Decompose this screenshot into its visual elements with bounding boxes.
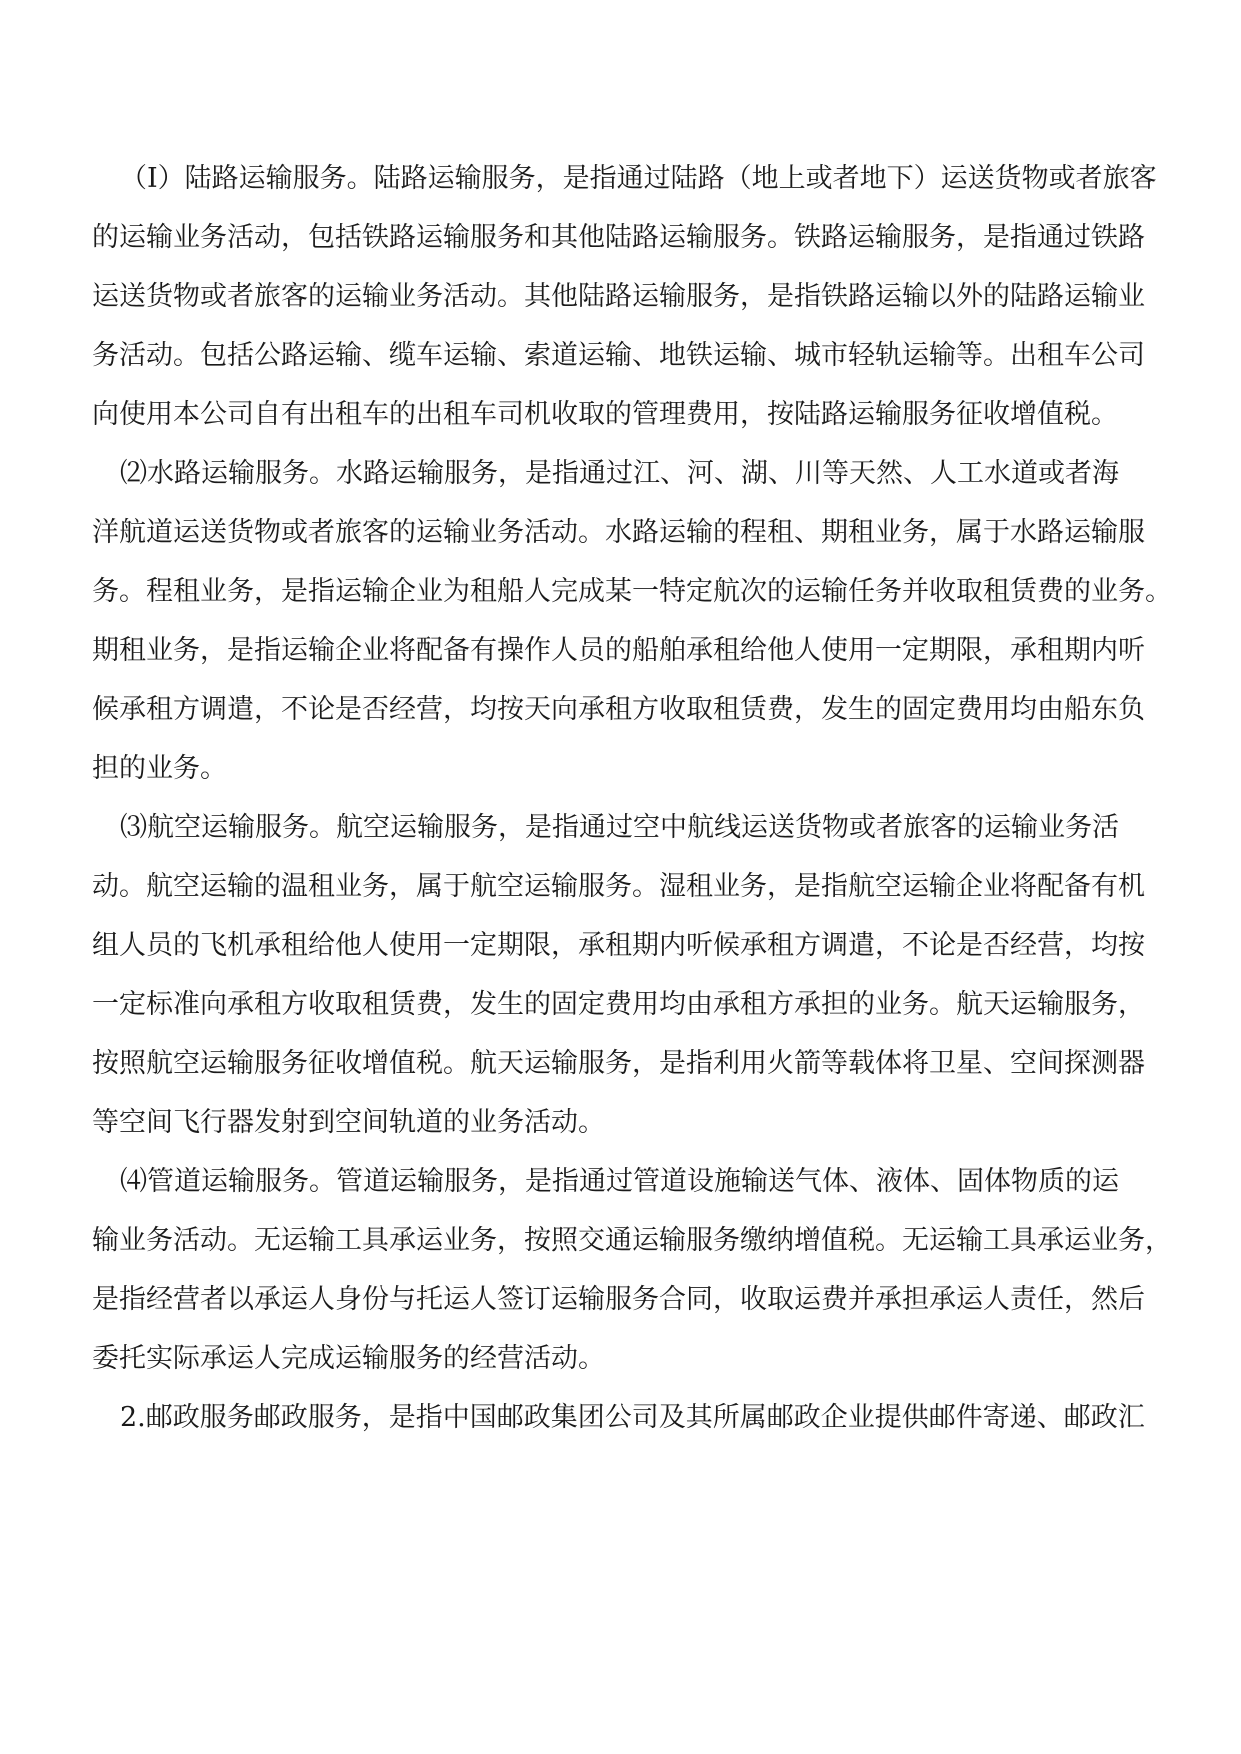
text-line: 组人员的飞机承租给他人使用一定期限，承租期内听候承租方调遣，不论是否经营，均按 [92, 930, 1145, 961]
text-line: 是指经营者以承运人身份与托运人签订运输服务合同，收取运费并承担承运人责任，然后 [92, 1284, 1145, 1315]
text-line: 按照航空运输服务征收增值税。航天运输服务，是指利用火箭等载体将卫星、空间探测器 [92, 1048, 1145, 1079]
paragraph-pipeline-transport [92, 1162, 1172, 1398]
text-line: 务。程租业务，是指运输企业为租船人完成某一特定航次的运输任务并收取租赁费的业务。 [92, 576, 1172, 607]
text-line: 的运输业务活动，包括铁路运输服务和其他陆路运输服务。铁路运输服务，是指通过铁路 [92, 222, 1145, 253]
text-line: （I）陆路运输服务。陆路运输服务，是指通过陆路（地上或者地下）运送货物或者旅客 [120, 163, 1157, 194]
text-line: 期租业务，是指运输企业将配备有操作人员的船舶承租给他人使用一定期限，承租期内听 [92, 635, 1145, 666]
text-line: 运送货物或者旅客的运输业务活动。其他陆路运输服务，是指铁路运输以外的陆路运输业 [92, 281, 1145, 312]
text-line: 洋航道运送货物或者旅客的运输业务活动。水路运输的程租、期租业务，属于水路运输服 [92, 517, 1145, 548]
document-body [92, 159, 1172, 1457]
text-line: 输业务活动。无运输工具承运业务，按照交通运输服务缴纳增值税。无运输工具承运业务， [92, 1225, 1172, 1256]
text-line: ⑵水路运输服务。水路运输服务，是指通过江、河、湖、川等天然、人工水道或者海 [120, 458, 1119, 489]
text-line: ⑷管道运输服务。管道运输服务，是指通过管道设施输送气体、液体、固体物质的运 [120, 1166, 1119, 1197]
text-line: 务活动。包括公路运输、缆车运输、索道运输、地铁运输、城市轻轨运输等。出租车公司 [92, 340, 1145, 371]
text-line: 委托实际承运人完成运输服务的经营活动。 [92, 1343, 605, 1374]
text-line: 等空间飞行器发射到空间轨道的业务活动。 [92, 1107, 605, 1138]
text-line: 一定标准向承租方收取租赁费，发生的固定费用均由承租方承担的业务。航天运输服务， [92, 989, 1145, 1020]
paragraph-water-transport [92, 454, 1172, 808]
text-line: 2.邮政服务邮政服务，是指中国邮政集团公司及其所属邮政企业提供邮件寄递、邮政汇 [120, 1402, 1145, 1433]
text-line: 候承租方调遣，不论是否经营，均按天向承租方收取租赁费，发生的固定费用均由船东负 [92, 694, 1145, 725]
text-line: ⑶航空运输服务。航空运输服务，是指通过空中航线运送货物或者旅客的运输业务活 [120, 812, 1119, 843]
paragraph-postal-services [92, 1398, 1148, 1457]
paragraph-air-transport [92, 808, 1148, 1162]
text-line: 担的业务。 [92, 753, 227, 784]
paragraph-land-transport [92, 159, 1157, 454]
text-line: 动。航空运输的温租业务，属于航空运输服务。湿租业务，是指航空运输企业将配备有机 [92, 871, 1145, 902]
text-line: 向使用本公司自有出租车的出租车司机收取的管理费用，按陆路运输服务征收增值税。 [92, 399, 1118, 430]
